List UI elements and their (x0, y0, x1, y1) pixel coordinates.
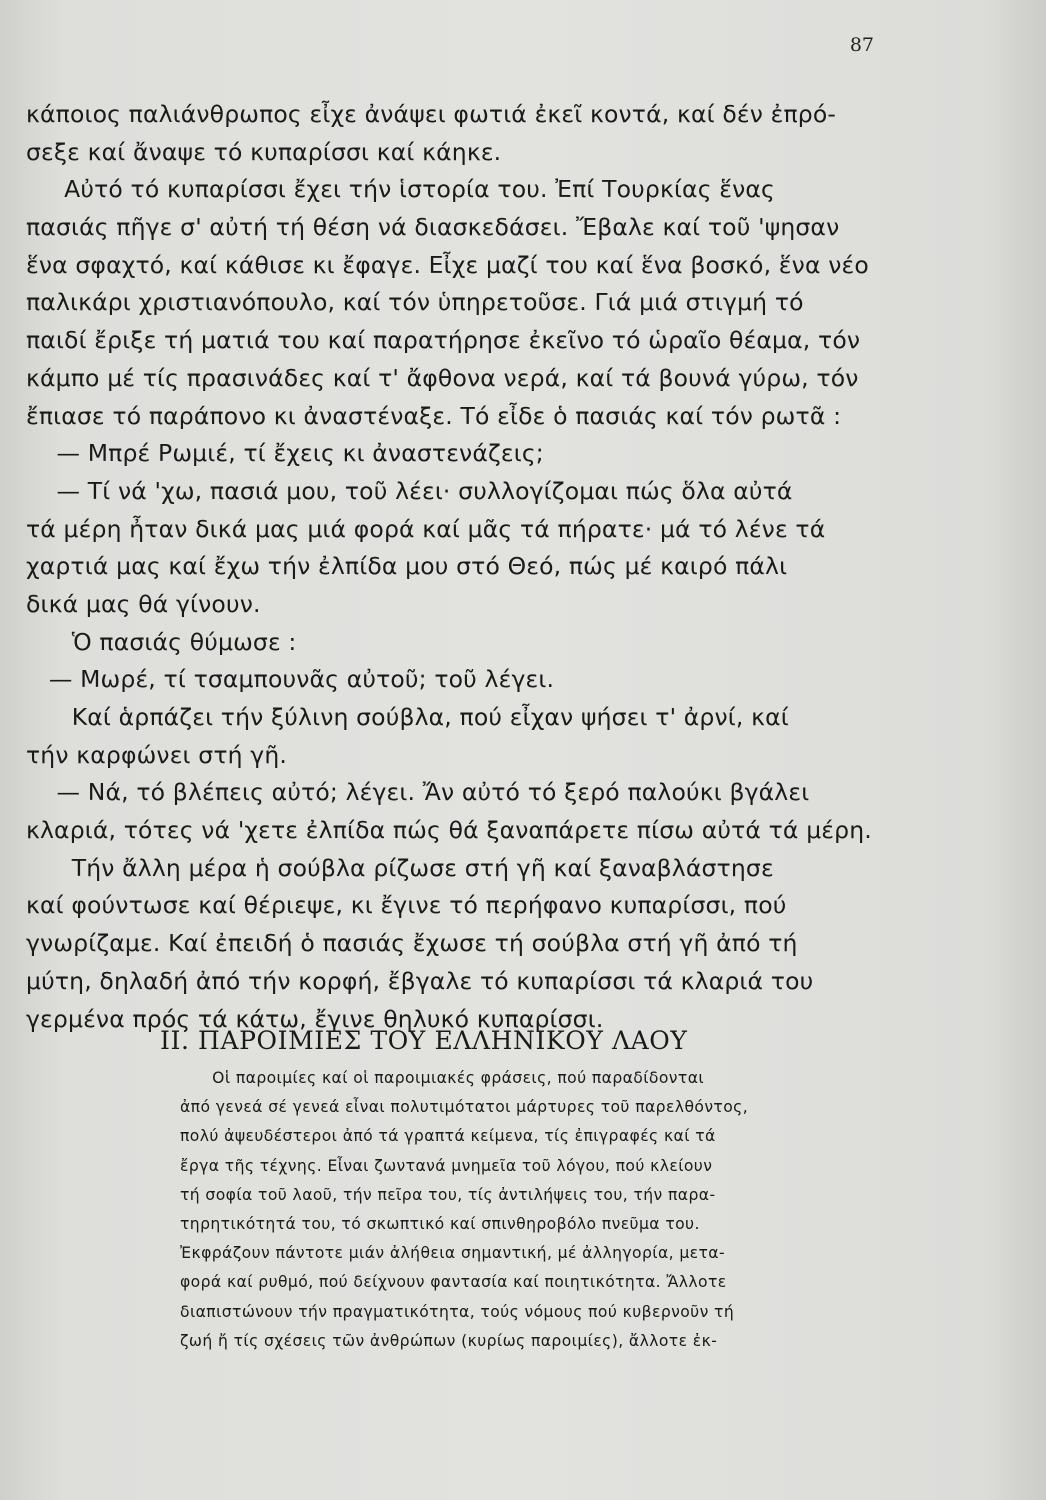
section-heading: II. ΠΑΡΟΙΜΙΕΣ ΤΟΥ ΕΛΛΗΝΙΚΟΥ ΛΑΟΥ (160, 1026, 688, 1055)
text-line: τά μέρη ἦταν δικά μας μιά φορά καί μᾶς τά πήρατε· μά τό λένε τά (26, 514, 826, 543)
text-line: ἀπό γενεά σέ γενεά εἶναι πολυτιμότατοι μάρτυρες τοῦ παρελθόντος, (180, 1098, 749, 1117)
text-line: Τήν ἄλλη μέρα ἡ σούβλα ρίζωσε στή γῆ καί ξαναβλάστησε (26, 853, 774, 882)
text-line: γνωρίζαμε. Καί ἐπειδή ὁ πασιάς ἔχωσε τή σούβλα στή γῆ ἀπό τή (26, 929, 798, 958)
text-line: Ἐκφράζουν πάντοτε μιάν ἀλήθεια σημαντική, μέ ἀλληγορία, μετα- (180, 1244, 725, 1263)
text-line: κάποιος παλιάνθρωπος εἶχε ἀνάψει φωτιά ἐκεῖ κοντά, καί δέν ἐπρό- (26, 100, 836, 128)
text-line: πολύ ἀψευδέστεροι ἀπό τά γραπτά κείμενα, τίς ἐπιγραφές καί τά (180, 1127, 716, 1146)
text-line: Καί ἁρπάζει τήν ξύλινη σούβλα, πού εἶχαν ψήσει τ' ἀρνί, καί (26, 703, 789, 731)
story-text (26, 96, 886, 1038)
text-line: χαρτιά μας καί ἔχω τήν ἐλπίδα μου στό Θεό, πώς μέ καιρό πάλι (26, 552, 788, 581)
text-line: τήν καρφώνει στή γῆ. (26, 740, 288, 769)
text-line: — Μπρέ Ρωμιέ, τί ἔχεις κι ἀναστενάζεις; (26, 439, 544, 468)
text-line: σεξε καί ἄναψε τό κυπαρίσσι καί κάηκε. (26, 137, 502, 166)
text-line: τηρητικότητά του, τό σκωπτικό καί σπινθηροβόλο πνεῦμα του. (180, 1214, 700, 1233)
text-line: γερμένα πρός τά κάτω, ἔγινε θηλυκό κυπαρίσσι. (26, 1004, 604, 1033)
text-line: Οἱ παροιμίες καί οἱ παροιμιακές φράσεις, πού παραδίδονται (180, 1069, 705, 1087)
text-line: ζωή ἤ τίς σχέσεις τῶν ἀνθρώπων (κυρίως παροιμίες), ἄλλοτε ἐκ- (180, 1331, 718, 1350)
text-line: κάμπο μέ τίς πρασινάδες καί τ' ἄφθονα νερά, καί τά βουνά γύρω, τόν (26, 363, 859, 392)
text-line: καί φούντωσε καί θέριεψε, κι ἔγινε τό περήφανο κυπαρίσσι, πού (26, 891, 787, 920)
text-line: — Τί νά 'χω, πασιά μου, τοῦ λέει· συλλογίζομαι πώς ὅλα αὐτά (26, 476, 793, 505)
text-line: παλικάρι χριστιανόπουλο, καί τόν ὑπηρετοῦσε. Γιά μιά στιγμή τό (26, 288, 804, 317)
text-line: κλαριά, τότες νά 'χετε ἐλπίδα πώς θά ξαναπάρετε πίσω αὐτά τά μέρη. (26, 816, 872, 845)
text-line: παιδί ἔριξε τή ματιά του καί παρατήρησε ἐκεῖνο τό ὡραῖο θέαμα, τόν (26, 326, 861, 355)
text-line: — Μωρέ, τί τσαμπουνᾶς αὐτοῦ; τοῦ λέγει. (26, 665, 555, 694)
text-line: ἕνα σφαχτό, καί κάθισε κι ἔφαγε. Εἶχε μαζί του καί ἕνα βοσκό, ἕνα νέο (26, 250, 869, 279)
page-number: 87 (849, 34, 874, 56)
text-line: μύτη, δηλαδή ἀπό τήν κορφή, ἔβγαλε τό κυπαρίσσι τά κλαριά του (26, 966, 814, 995)
text-line: δικά μας θά γίνουν. (26, 589, 261, 618)
text-line: φορά καί ρυθμό, πού δείχνουν φαντασία καί ποιητικότητα. Ἄλλοτε (180, 1273, 727, 1292)
text-line: τή σοφία τοῦ λαοῦ, τήν πεῖρα του, τίς ἀντιλήψεις του, τήν παρα- (180, 1185, 716, 1204)
section-intro-text (180, 1064, 890, 1356)
text-line: ἔργα τῆς τέχνης. Εἶναι ζωντανά μνημεῖα τοῦ λόγου, πού κλείουν (180, 1156, 713, 1175)
text-line: Αὐτό τό κυπαρίσσι ἔχει τήν ἱστορία του. Ἐπί Τουρκίας ἕνας (26, 175, 775, 204)
text-line: Ὁ πασιάς θύμωσε : (26, 627, 297, 656)
text-line: — Νά, τό βλέπεις αὐτό; λέγει. Ἄν αὐτό τό ξερό παλούκι βγάλει (26, 778, 810, 807)
text-line: ἔπιασε τό παράπονο κι ἀναστέναξε. Τό εἶδε ὁ πασιάς καί τόν ρωτᾶ : (26, 401, 842, 430)
text-line: πασιάς πῆγε σ' αὐτή τή θέση νά διασκεδάσει. Ἔβαλε καί τοῦ 'ψησαν (26, 213, 840, 242)
text-line: διαπιστώνουν τήν πραγματικότητα, τούς νόμους πού κυβερνοῦν τή (180, 1302, 735, 1321)
